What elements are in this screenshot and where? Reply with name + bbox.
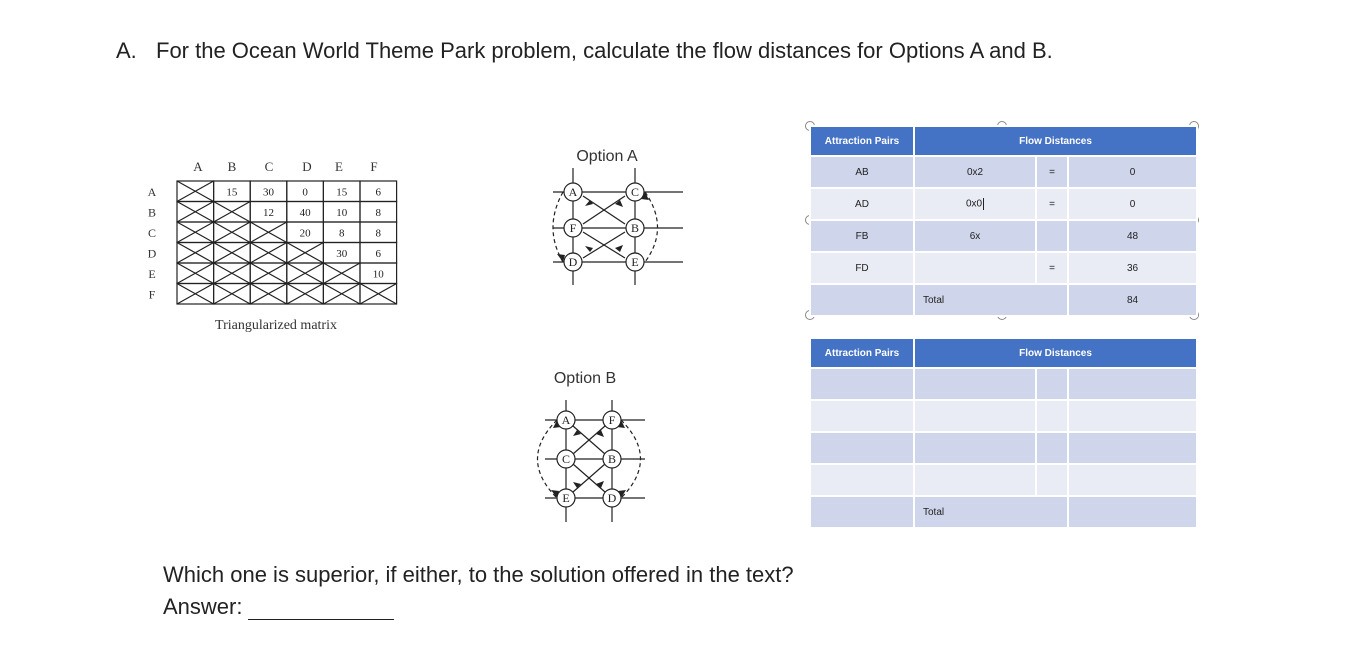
matrix-value: 8 <box>338 227 345 240</box>
result-cell[interactable]: 48 <box>1068 220 1197 252</box>
empty-cell[interactable] <box>914 400 1036 432</box>
option-a-node: F <box>569 221 577 235</box>
option-b-node: E <box>562 491 570 505</box>
empty-cell[interactable] <box>1068 368 1197 400</box>
option-b-node: B <box>607 452 617 466</box>
follow-up-question: Which one is superior, if either, to the solution offered in the text? <box>163 562 794 587</box>
matrix-value: 12 <box>263 206 274 219</box>
answer-line <box>163 594 394 620</box>
option-a-node: E <box>631 255 639 269</box>
matrix-value: 6 <box>375 186 382 199</box>
empty-cell[interactable] <box>1036 400 1068 432</box>
calc-cell-active[interactable] <box>914 188 1036 220</box>
result-cell[interactable]: 0 <box>1068 156 1197 188</box>
header-attraction-pairs[interactable]: Attraction Pairs <box>810 338 914 368</box>
total-label[interactable]: Total <box>914 284 1068 316</box>
matrix-value: 40 <box>299 206 311 219</box>
matrix-row-header: C <box>147 226 157 240</box>
empty-cell[interactable] <box>914 368 1036 400</box>
empty-cell[interactable] <box>810 400 914 432</box>
option-b-node: F <box>608 413 616 427</box>
header-attraction-pairs[interactable]: Attraction Pairs <box>810 126 914 156</box>
matrix-value: 0 <box>302 186 308 199</box>
option-a-node: A <box>568 185 578 199</box>
empty-cell[interactable] <box>1036 432 1068 464</box>
empty-cell[interactable] <box>810 284 914 316</box>
result-cell[interactable]: 36 <box>1068 252 1197 284</box>
calc-cell[interactable]: 6x <box>914 220 1036 252</box>
matrix-row-header: F <box>148 287 156 302</box>
pair-cell[interactable]: AB <box>810 156 914 188</box>
matrix-row-header: E <box>148 267 156 281</box>
pair-cell[interactable]: FD <box>810 252 914 284</box>
matrix-value: 15 <box>226 186 238 199</box>
question-number: A. <box>116 38 137 63</box>
empty-cell[interactable] <box>810 368 914 400</box>
equals-cell[interactable]: = <box>1036 156 1068 188</box>
total-value[interactable]: 84 <box>1068 284 1197 316</box>
calc-cell-text: 0x0 <box>965 198 983 210</box>
empty-cell[interactable] <box>1036 464 1068 496</box>
matrix-col-header: C <box>264 159 274 174</box>
empty-cell[interactable] <box>810 432 914 464</box>
question-heading <box>116 38 1053 64</box>
header-flow-distances[interactable]: Flow Distances <box>914 126 1197 156</box>
option-b-diagram <box>515 362 675 527</box>
calc-cell[interactable]: 0x2 <box>914 156 1036 188</box>
total-value[interactable] <box>1068 496 1197 528</box>
answer-label: Answer: <box>163 594 243 619</box>
option-b-node: D <box>607 491 617 505</box>
option-a-node: D <box>568 255 578 269</box>
header-flow-distances[interactable]: Flow Distances <box>914 338 1197 368</box>
matrix-value: 15 <box>336 186 348 199</box>
empty-cell[interactable] <box>1068 432 1197 464</box>
triangularized-matrix <box>140 150 400 340</box>
matrix-value: 30 <box>336 247 348 260</box>
option-a-node: C <box>630 185 640 199</box>
answer-blank[interactable] <box>248 599 394 620</box>
matrix-value: 10 <box>372 268 384 281</box>
matrix-col-header: A <box>193 159 203 174</box>
matrix-caption: Triangularized matrix <box>215 318 337 333</box>
option-b-node: A <box>561 413 571 427</box>
matrix-value: 8 <box>375 206 382 219</box>
equals-cell[interactable] <box>1036 220 1068 252</box>
empty-cell[interactable] <box>810 464 914 496</box>
option-b-flow-table[interactable] <box>809 337 1198 529</box>
matrix-col-header: D <box>302 159 312 174</box>
pair-cell[interactable]: FB <box>810 220 914 252</box>
option-a-flow-table[interactable] <box>809 125 1198 317</box>
empty-cell[interactable] <box>1036 368 1068 400</box>
matrix-col-header: B <box>227 159 237 174</box>
equals-cell[interactable]: = <box>1036 188 1068 220</box>
matrix-value: 20 <box>299 227 311 240</box>
empty-cell[interactable] <box>914 464 1036 496</box>
question-text: For the Ocean World Theme Park problem, calculate the flow distances for Options A and B. <box>156 38 1053 63</box>
matrix-col-header: F <box>370 159 378 174</box>
pair-cell[interactable]: AD <box>810 188 914 220</box>
empty-cell[interactable] <box>810 496 914 528</box>
matrix-row-header: A <box>147 185 157 199</box>
result-cell[interactable]: 0 <box>1068 188 1197 220</box>
calc-cell[interactable] <box>914 252 1036 284</box>
option-b-title: Option B <box>553 370 617 387</box>
matrix-row-header: D <box>147 246 157 261</box>
matrix-value: 6 <box>375 247 382 260</box>
empty-cell[interactable] <box>914 432 1036 464</box>
total-label[interactable]: Total <box>914 496 1068 528</box>
option-a-node: B <box>630 221 640 235</box>
empty-cell[interactable] <box>1068 464 1197 496</box>
text-caret <box>983 198 984 210</box>
option-a-title: Option A <box>576 148 638 165</box>
matrix-col-header: E <box>335 159 343 174</box>
equals-cell[interactable]: = <box>1036 252 1068 284</box>
matrix-value: 8 <box>375 227 382 240</box>
option-b-node: C <box>561 452 571 466</box>
matrix-value: 30 <box>263 186 274 199</box>
option-a-diagram <box>535 140 695 295</box>
empty-cell[interactable] <box>1068 400 1197 432</box>
matrix-row-header: B <box>147 205 157 220</box>
matrix-value: 10 <box>336 206 348 219</box>
